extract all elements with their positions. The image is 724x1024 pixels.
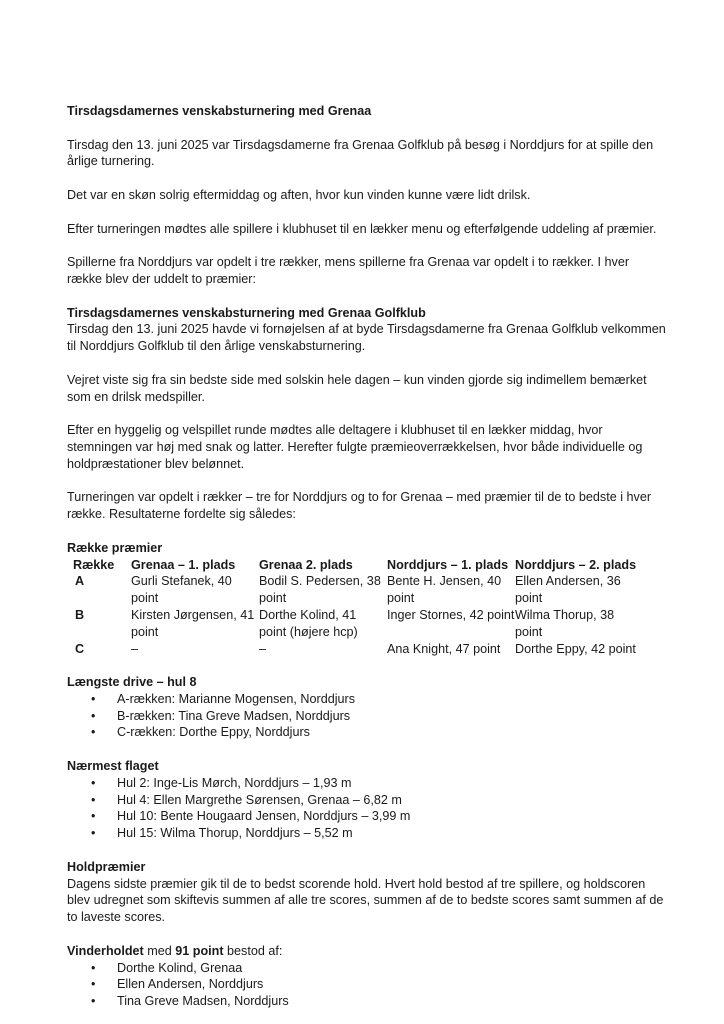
longest-drive-heading: Længste drive – hul 8: [67, 675, 197, 690]
list-item-text: A-rækken: Marianne Mogensen, Norddjurs: [117, 691, 355, 706]
table-cell: Ana Knight, 47 point: [387, 641, 501, 656]
list-item-text: Dorthe Kolind, Grenaa: [117, 960, 243, 975]
column-header: Norddjurs – 2. plads: [515, 557, 637, 572]
bullet-icon: •: [91, 977, 96, 992]
list-item: [67, 724, 667, 741]
list-item: [67, 775, 667, 792]
table-cell: –: [131, 641, 139, 656]
winner-label: Vinderholdet: [67, 943, 144, 958]
bullet-icon: •: [91, 826, 96, 841]
team-heading: Holdpræmier: [67, 859, 146, 874]
list-item: [67, 708, 667, 725]
bullet-icon: •: [91, 792, 96, 807]
row-label: B: [75, 607, 85, 622]
list-item-text: Hul 10: Bente Hougaard Jensen, Norddjurs – 3,99 m: [117, 809, 411, 824]
list-item: [67, 960, 667, 977]
list-item-text: Hul 15: Wilma Thorup, Norddjurs – 5,52 m: [117, 826, 353, 841]
list-item: [67, 691, 667, 708]
bullet-icon: •: [91, 994, 96, 1009]
closest-list: [67, 775, 667, 842]
winner-points: 91 point: [175, 943, 224, 958]
bullet-icon: •: [91, 960, 96, 975]
table-row: [67, 573, 643, 607]
table-cell: Wilma Thorup, 38 point: [515, 607, 615, 639]
body-paragraph: Vejret viste sig fra sin bedste side med solskin hele dagen – kun vinden gjorde sig indimellem bemærket som en drilsk medspiller.: [67, 372, 647, 404]
intro-paragraph: Det var en skøn solrig eftermiddag og aften, hvor kun vinden kunne være lidt drilsk.: [67, 187, 531, 202]
bullet-icon: •: [91, 809, 96, 824]
winner-end: bestod af:: [223, 943, 283, 958]
table-cell: Dorthe Eppy, 42 point: [515, 641, 636, 656]
winner-line: [67, 943, 667, 960]
document-page: [67, 103, 667, 1010]
body-paragraph: Tirsdag den 13. juni 2025 havde vi fornøjelsen af at byde Tirsdagsdamerne fra Grenaa Golfklub velkommen til Norddjurs Golfklub til den årlige venskabsturnering.: [67, 322, 666, 354]
intro-paragraph: Spillerne fra Norddjurs var opdelt i tre rækker, mens spillerne fra Grenaa var opdelt i to rækker. I hver række blev der uddelt to præmier:: [67, 255, 630, 286]
column-header: Række: [73, 557, 115, 572]
table-cell: Kirsten Jørgensen, 41 point: [131, 607, 255, 639]
body-paragraph: Efter en hyggelig og velspillet runde mødtes alle deltagere i klubhuset til en lækker middag, hvor stemningen var høj med snak og latter. Herefter fulgte præmieoverrækkelsen, hvor både individuelle og holdpræstationer blev belønnet.: [67, 423, 643, 471]
table-cell: Bente H. Jensen, 40 point: [387, 574, 502, 606]
list-item-text: B-rækken: Tina Greve Madsen, Norddjurs: [117, 708, 351, 723]
table-row: [67, 607, 643, 641]
list-item-text: C-rækken: Dorthe Eppy, Norddjurs: [117, 725, 310, 740]
list-item-text: Ellen Andersen, Norddjurs: [117, 977, 264, 992]
table-cell: Inger Stornes, 42 point: [387, 607, 515, 622]
table-cell: Dorthe Kolind, 41 point (højere hcp): [259, 607, 358, 639]
body-paragraph: Turneringen var opdelt i rækker – tre for Norddjurs og to for Grenaa – med præmier til de to bedste i hver række. Resultaterne fordelte sig således:: [67, 490, 652, 522]
column-header: Norddjurs – 1. plads: [387, 557, 509, 572]
bullet-icon: •: [91, 708, 96, 723]
list-item: [67, 993, 667, 1010]
column-header: Grenaa 2. plads: [259, 557, 353, 572]
results-header-row: [67, 557, 643, 574]
section-title: Tirsdagsdamernes venskabsturnering med Grenaa Golfklub: [67, 305, 426, 320]
list-item-text: Hul 2: Inge-Lis Mørch, Norddjurs – 1,93 m: [117, 775, 352, 790]
row-label: A: [75, 574, 85, 589]
table-cell: Bodil S. Pedersen, 38 point: [259, 574, 381, 606]
winner-team-list: [67, 960, 667, 1010]
list-item-text: Tina Greve Madsen, Norddjurs: [117, 994, 289, 1009]
list-item: [67, 792, 667, 809]
list-item: [67, 808, 667, 825]
table-row: [67, 641, 643, 658]
team-paragraph: Dagens sidste præmier gik til de to bedst scorende hold. Hvert hold bestod af tre spillere, og holdscoren blev udregnet som skiftevis summen af alle tre scores, summen af de to bedste scores samt summen af de to laveste scores.: [67, 876, 664, 925]
list-item: [67, 825, 667, 842]
document-title: Tirsdagsdamernes venskabsturnering med Grenaa: [67, 104, 372, 118]
longest-drive-list: [67, 691, 667, 741]
row-label: C: [75, 641, 85, 656]
bullet-icon: •: [91, 725, 96, 740]
table-cell: Gurli Stefanek, 40 point: [131, 574, 232, 606]
results-heading: Række præmier: [67, 540, 163, 555]
intro-paragraph: Tirsdag den 13. juni 2025 var Tirsdagsdamerne fra Grenaa Golfklub på besøg i Norddjurs for at spille den årlige turnering.: [67, 137, 654, 169]
list-item-text: Hul 4: Ellen Margrethe Sørensen, Grenaa – 6,82 m: [117, 792, 402, 807]
bullet-icon: •: [91, 775, 96, 790]
closest-heading: Nærmest flaget: [67, 759, 159, 774]
results-table: [67, 557, 643, 658]
intro-paragraph: Efter turneringen mødtes alle spillere i klubhuset til en lækker menu og efterfølgende uddeling af præmier.: [67, 221, 657, 236]
table-cell: –: [259, 641, 267, 656]
list-item: [67, 976, 667, 993]
table-cell: Ellen Andersen, 36 point: [515, 574, 621, 606]
column-header: Grenaa – 1. plads: [131, 557, 236, 572]
bullet-icon: •: [91, 691, 96, 706]
winner-mid: med: [143, 943, 176, 958]
